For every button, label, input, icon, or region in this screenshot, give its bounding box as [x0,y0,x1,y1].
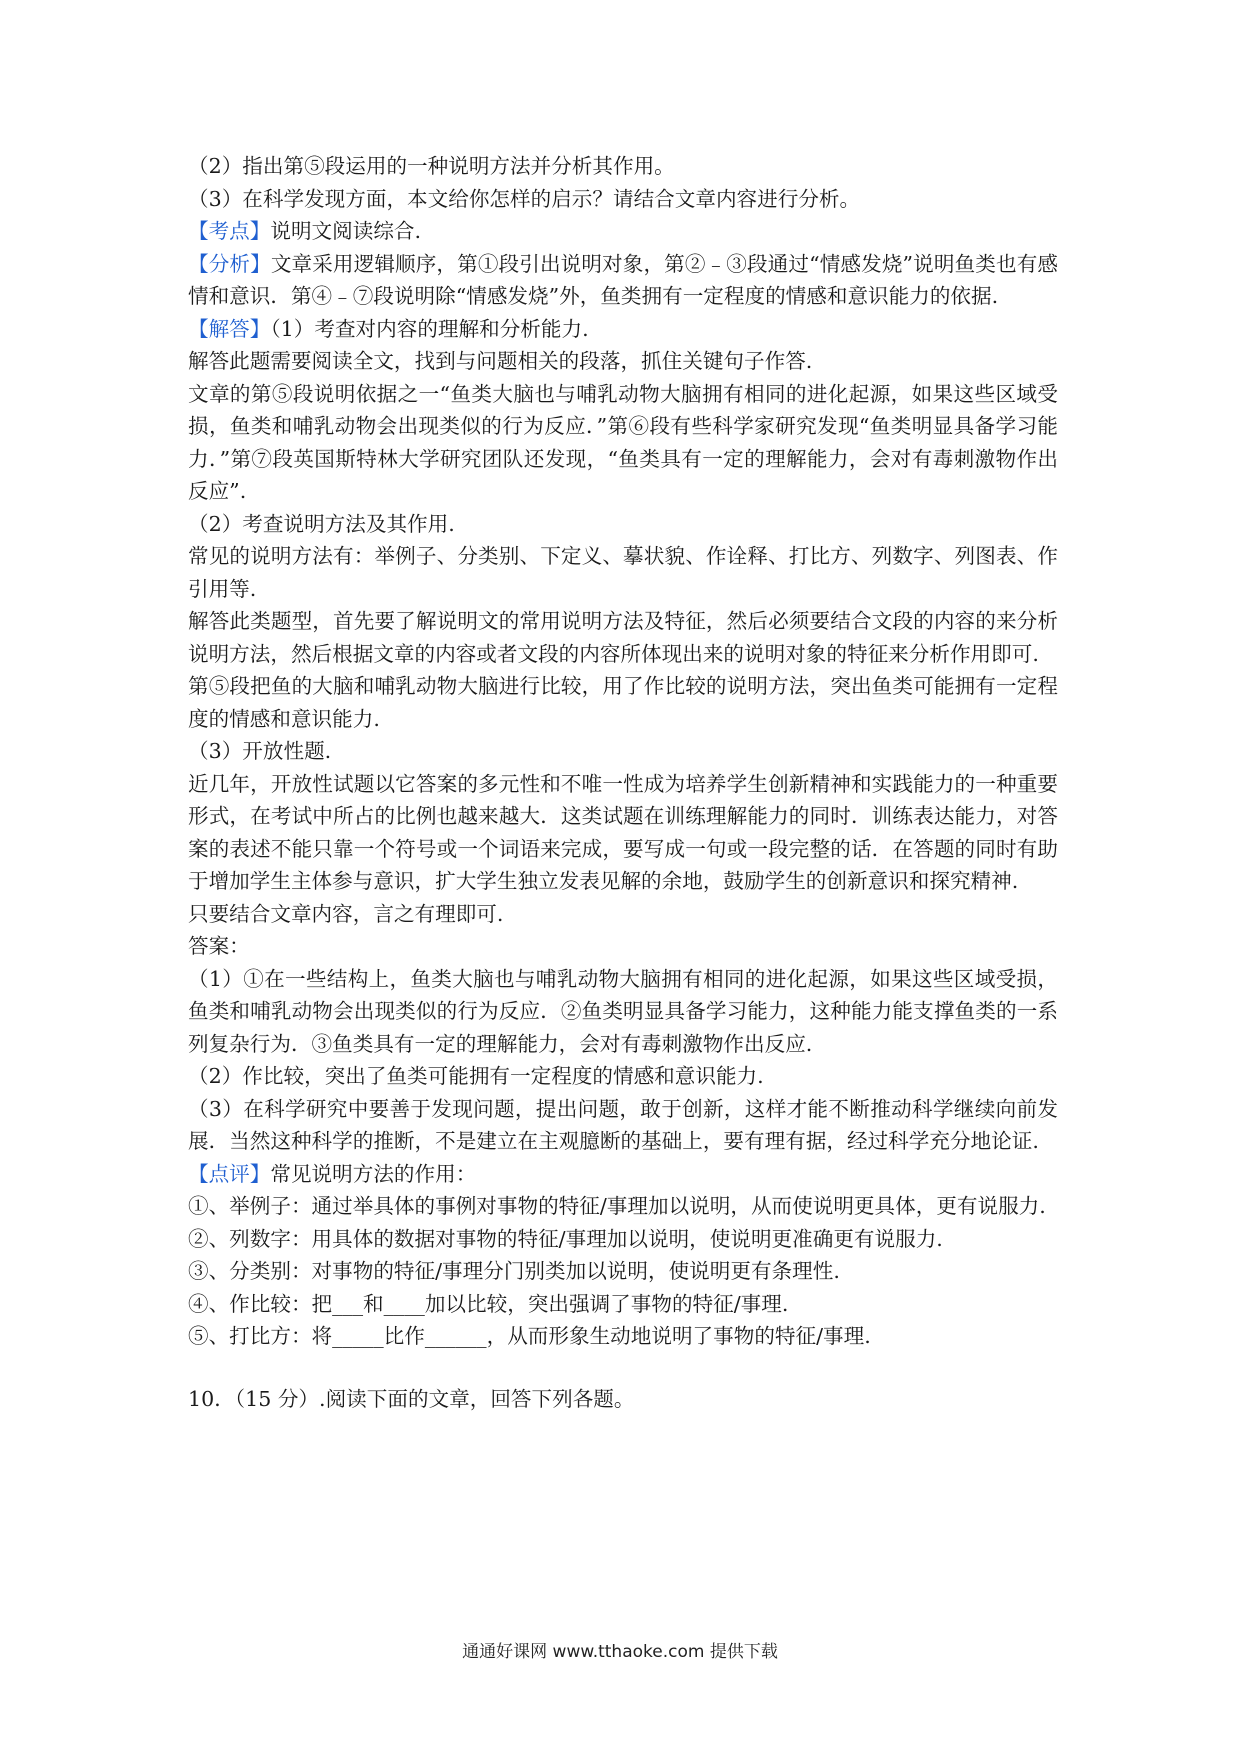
jieda-paragraph: 只要结合文章内容，言之有理即可. [188,901,504,926]
answer-3: （3）在科学研究中要善于发现问题，提出问题，敢于创新，这样才能不断推动科学继续向前发展．当然这种科学的推断，不是建立在主观臆断的基础上，要有理有据，经过科学充分地论证. [188,1096,1058,1153]
jieda-paragraph: 解答此类题型，首先要了解说明文的常用说明方法及特征，然后必须要结合文段的内容的来分析说明方法，然后根据文章的内容或者文段的内容所体现出来的说明对象的特征来分析作用即可. [188,609,1058,666]
jieda-paragraph: 文章的第⑤段说明依据之一“鱼类大脑也与哺乳动物大脑拥有相同的进化起源，如果这些区域受损，鱼类和哺乳动物会出现类似的行为反应．”第⑥段有些科学家研究发现“鱼类明显具备学习能力．”第⑦段英国斯特林大学研究团队还发现，“鱼类具有一定的理解能力，会对有毒刺激物作出反应”. [188,381,1058,503]
dianping-item: ①、举例子：通过举具体的事例对事物的特征/事理加以说明，从而使说明更具体，更有说服力. [188,1194,1046,1218]
kaodian-tag: 【考点】 [188,219,271,243]
dianping-tag: 【点评】 [188,1161,271,1186]
jieda-paragraph: 第⑤段把鱼的大脑和哺乳动物大脑进行比较，用了作比较的说明方法，突出鱼类可能拥有一定程度的情感和意识能力. [188,674,1058,731]
jieda-paragraph: 解答此题需要阅读全文，找到与问题相关的段落，抓住关键句子作答. [188,349,813,373]
question-2: （2）指出第⑤段运用的一种说明方法并分析其作用。 [188,154,675,178]
document-body [188,150,1058,1415]
question-3: （3）在科学发现方面，本文给你怎样的启示？请结合文章内容进行分析。 [188,186,861,211]
dianping-section [188,1158,1058,1191]
jieda-paragraph: 近几年，开放性试题以它答案的多元性和不唯一性成为培养学生创新精神和实践能力的一种重要形式，在考试中所占的比例也越来越大．这类试题在训练理解能力的同时．训练表达能力，对答案的表述不能只靠一个符号或一个词语来完成，要写成一句或一段完整的话．在答题的同时有助于增加学生主体参与意识，扩大学生独立发表见解的余地，鼓励学生的创新意识和探究精神. [188,771,1058,893]
jieda-paragraph: （2）考查说明方法及其作用. [188,511,455,536]
answer-1: （1）①在一些结构上，鱼类大脑也与哺乳动物大脑拥有相同的进化起源，如果这些区域受损，鱼类和哺乳动物会出现类似的行为反应．②鱼类明显具备学习能力，这种能力能支撑鱼类的一系列复杂行为．③鱼类具有一定的理解能力，会对有毒刺激物作出反应. [188,966,1058,1056]
answer-2: （2）作比较，突出了鱼类可能拥有一定程度的情感和意识能力. [188,1064,764,1088]
dianping-item: ⑤、打比方：将_____比作______，从而形象生动地说明了事物的特征/事理. [188,1324,871,1348]
dianping-item: ②、列数字：用具体的数据对事物的特征/事理加以说明，使说明更准确更有说服力. [188,1226,943,1251]
jieda-tag: 【解答】 [188,316,271,341]
jieda-first-line: （1）考查对内容的理解和分析能力. [270,316,589,341]
kaodian-section [188,215,1058,248]
fenxi-tag: 【分析】 [188,251,271,276]
answer-label: 答案： [188,934,250,958]
question-10: 10．（15 分）.阅读下面的文章，回答下列各题。 [188,1386,635,1411]
fenxi-section [188,248,1058,313]
jieda-section [188,313,1058,346]
footer-watermark: 通通好课网 www.tthaoke.com 提供下载 [462,1642,778,1662]
spacer [188,1353,1058,1383]
dianping-item: ④、作比较：把___和____加以比较，突出强调了事物的特征/事理. [188,1291,789,1316]
jieda-paragraph: （3）开放性题. [188,739,332,763]
jieda-paragraph: 常见的说明方法有：举例子、分类别、下定义、摹状貌、作诠释、打比方、列数字、列图表、作引用等. [188,544,1058,601]
dianping-text: 常见说明方法的作用： [270,1161,477,1186]
fenxi-text: 文章采用逻辑顺序，第①段引出说明对象，第②﹣③段通过“情感发烧”说明鱼类也有感情和意识．第④﹣⑦段说明除“情感发烧”外，鱼类拥有一定程度的情感和意识能力的依据. [188,251,1058,308]
kaodian-text: 说明文阅读综合. [270,219,422,243]
dianping-item: ③、分类别：对事物的特征/事理分门别类加以说明，使说明更有条理性. [188,1259,840,1283]
